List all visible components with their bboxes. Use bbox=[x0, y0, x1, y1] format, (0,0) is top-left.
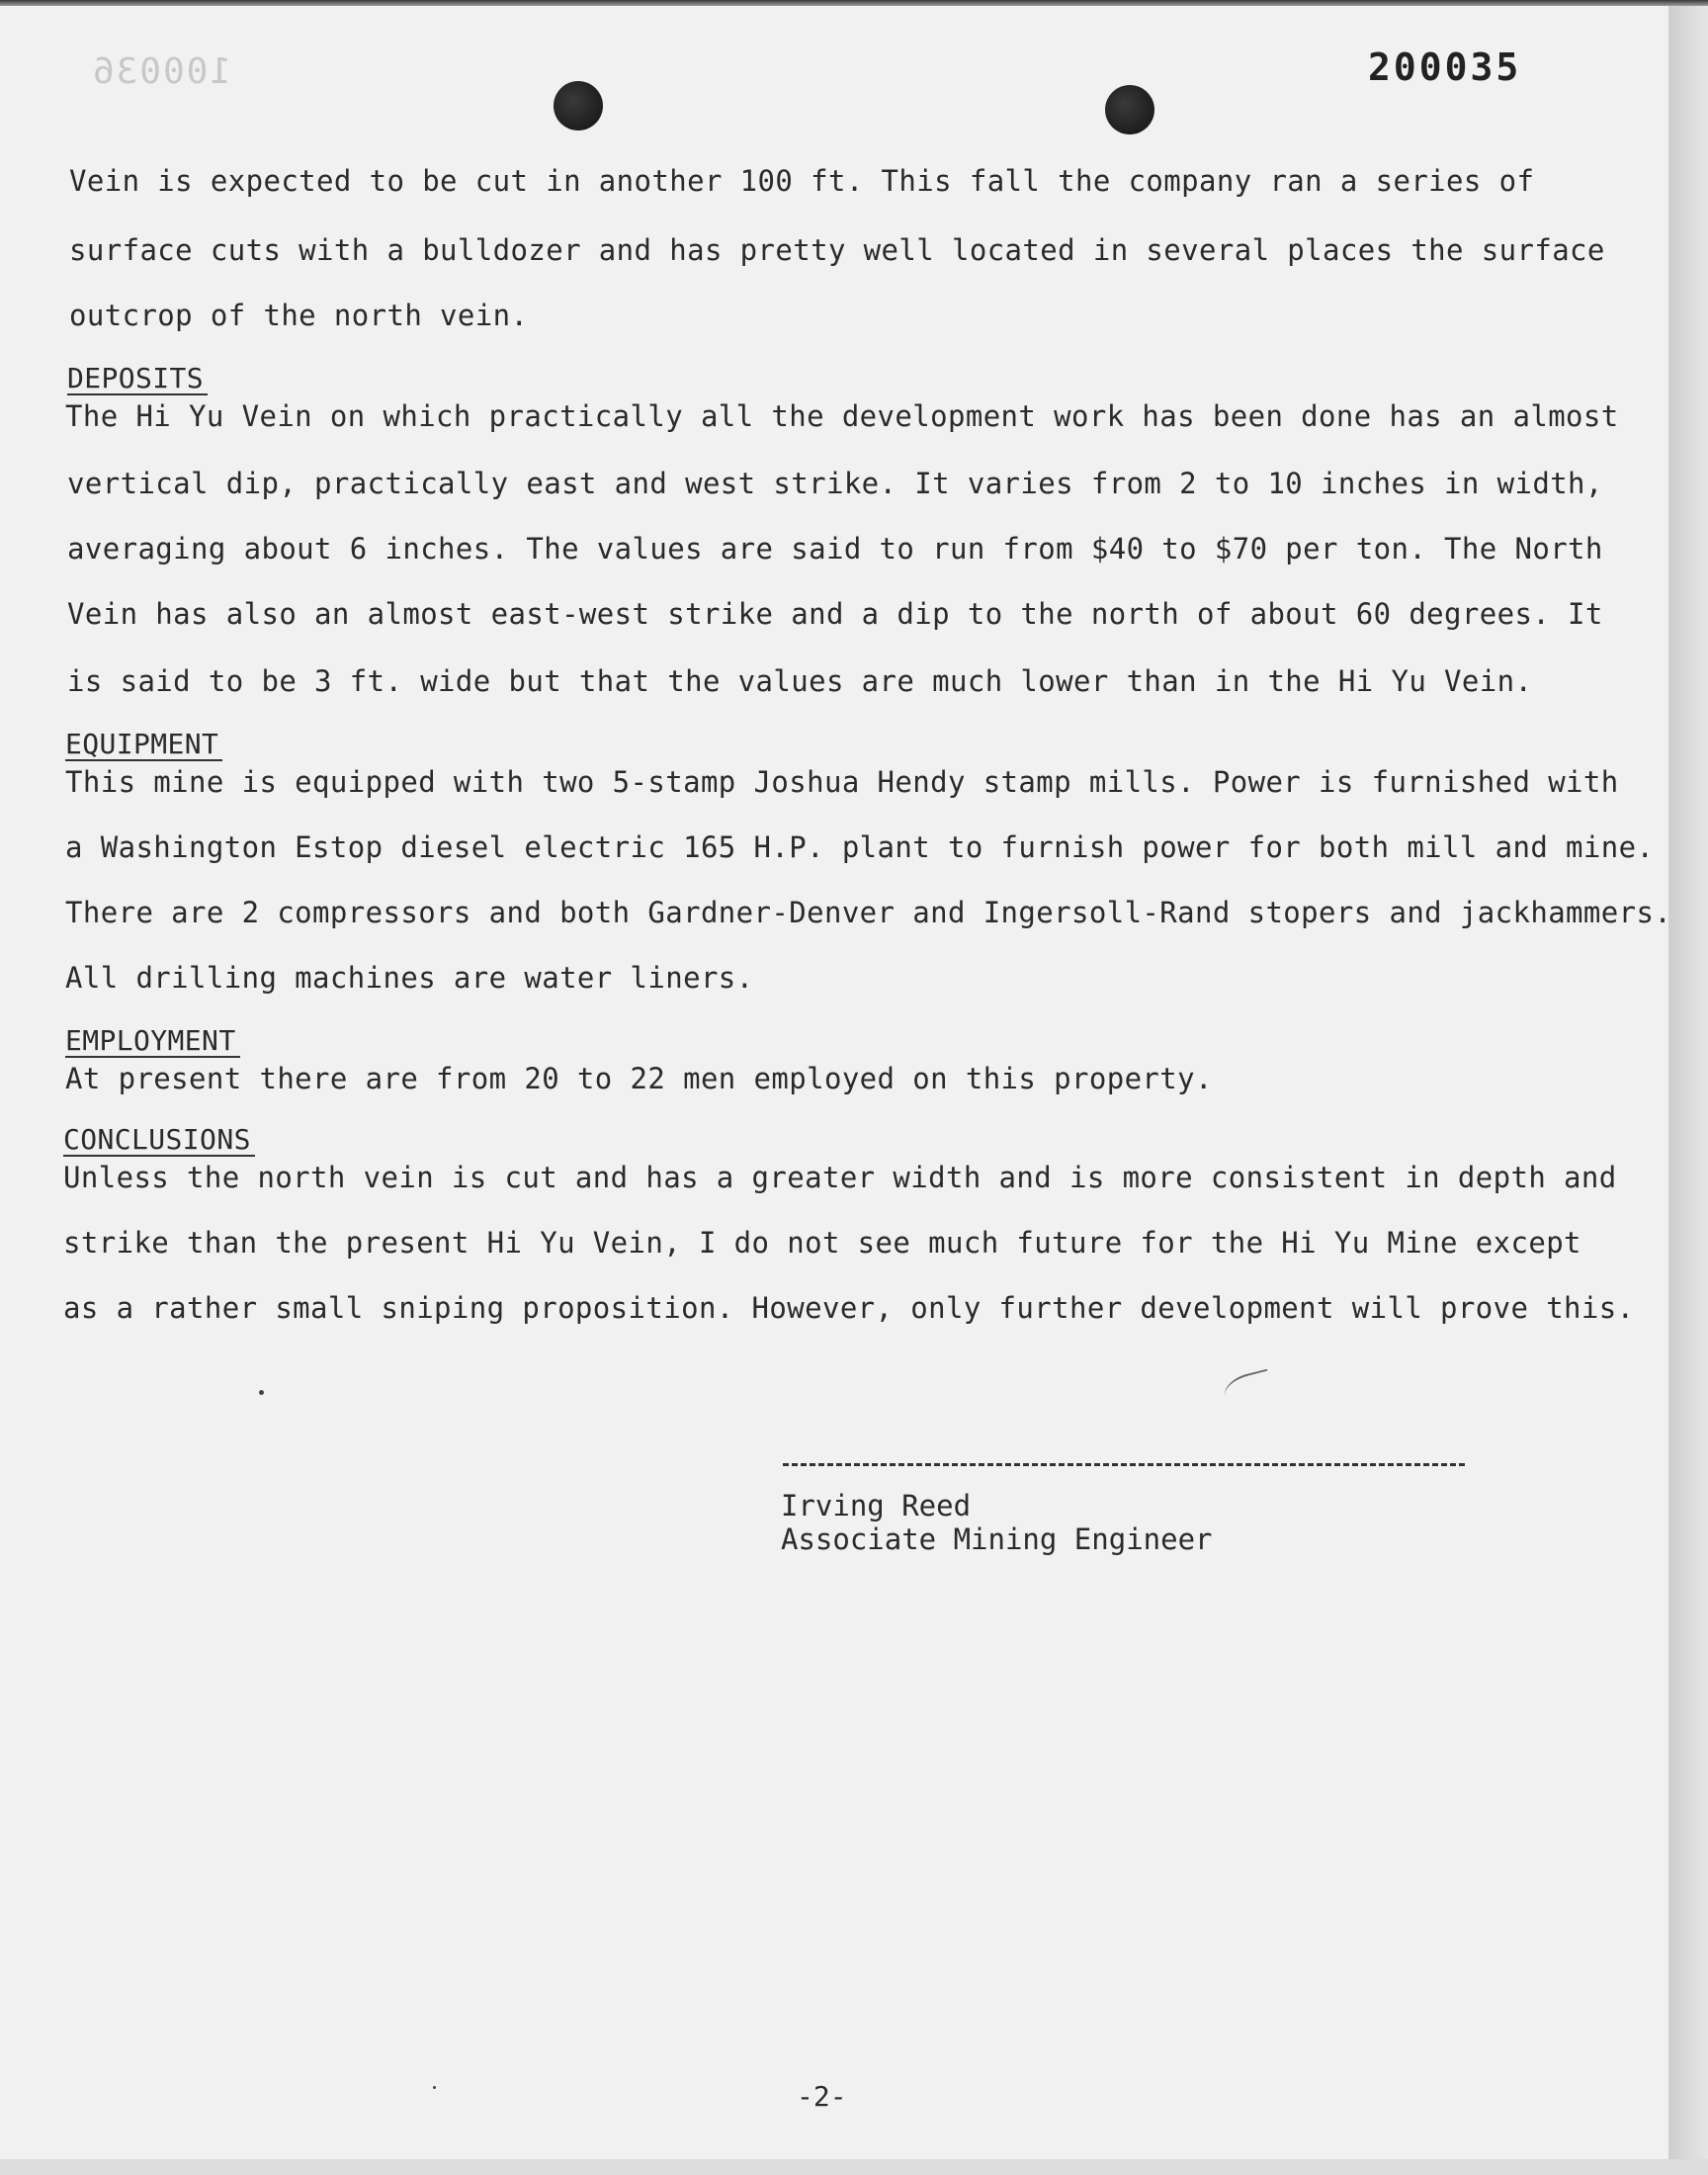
employment-heading: EMPLOYMENT bbox=[65, 1026, 240, 1058]
deposits-line: The Hi Yu Vein on which practically all the development work has been done has an almost bbox=[65, 399, 1619, 433]
conclusions-heading: CONCLUSIONS bbox=[63, 1125, 255, 1157]
signatory-name: Irving Reed bbox=[781, 1489, 972, 1522]
intro-line: outcrop of the north vein. bbox=[69, 299, 529, 332]
intro-line: surface cuts with a bulldozer and has pretty well located in several places the surface bbox=[69, 233, 1605, 267]
intro-line: Vein is expected to be cut in another 100 ft. This fall the company ran a series of bbox=[69, 164, 1535, 198]
signature-line bbox=[783, 1463, 1465, 1466]
page-right-edge bbox=[1671, 6, 1708, 2159]
punch-hole-left bbox=[554, 81, 603, 130]
equipment-line: All drilling machines are water liners. bbox=[65, 961, 754, 995]
page-number: -2- bbox=[797, 2080, 847, 2113]
signatory-title: Associate Mining Engineer bbox=[781, 1522, 1213, 1556]
deposits-heading: DEPOSITS bbox=[67, 364, 208, 395]
punch-hole-right bbox=[1105, 85, 1154, 134]
equipment-line: a Washington Estop diesel electric 165 H.P. plant to furnish power for both mill and mine. bbox=[65, 830, 1655, 864]
deposits-line: averaging about 6 inches. The values are said to run from $40 to $70 per ton. The North bbox=[67, 532, 1603, 566]
speck bbox=[259, 1390, 264, 1395]
equipment-line: There are 2 compressors and both Gardner-Denver and Ingersoll-Rand stopers and jackhammers. bbox=[65, 896, 1672, 929]
conclusions-line: strike than the present Hi Yu Vein, I do not see much future for the Hi Yu Mine except bbox=[63, 1226, 1581, 1260]
speck bbox=[433, 2086, 436, 2089]
conclusions-line: Unless the north vein is cut and has a greater width and is more consistent in depth and bbox=[63, 1161, 1617, 1194]
deposits-line: is said to be 3 ft. wide but that the values are much lower than in the Hi Yu Vein. bbox=[67, 664, 1533, 698]
deposits-line: Vein has also an almost east-west strike and a dip to the north of about 60 degrees. It bbox=[67, 597, 1603, 631]
document-number: 200035 bbox=[1368, 45, 1522, 89]
deposits-line: vertical dip, practically east and west strike. It varies from 2 to 10 inches in width, bbox=[67, 467, 1603, 500]
equipment-line: This mine is equipped with two 5-stamp Joshua Hendy stamp mills. Power is furnished with bbox=[65, 765, 1619, 799]
employment-line: At present there are from 20 to 22 men employed on this property. bbox=[65, 1062, 1213, 1095]
page-bottom-edge bbox=[0, 2159, 1708, 2175]
bleed-through-number: 100036 bbox=[91, 51, 232, 92]
conclusions-line: as a rather small sniping proposition. However, only further development will prove this. bbox=[63, 1291, 1635, 1325]
equipment-heading: EQUIPMENT bbox=[65, 730, 222, 761]
